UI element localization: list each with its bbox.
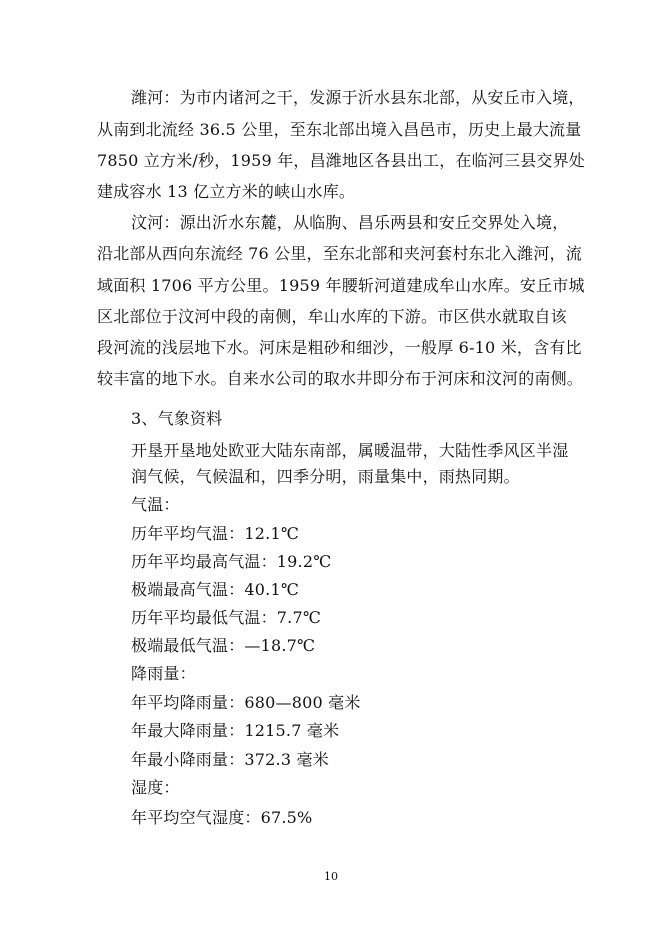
wenhe-paragraph-line-1: 汶河：源出沂水东麓，从临朐、昌乐两县和安丘交界处入境， [131, 213, 569, 232]
rainfall-max: 年最大降雨量：1215.7 毫米 [131, 721, 340, 740]
climate-intro-line-2: 润气候，气候温和，四季分明，雨量集中，雨热同期。 [131, 467, 520, 486]
wenhe-paragraph-line-3: 域面积 1706 平方公里。1959 年腰斩河道建成牟山水库。安丘市城 [97, 276, 585, 295]
weihe-paragraph-line-3: 7850 立方米/秒，1959 年，昌潍地区各县出工，在临河三县交界处 [97, 151, 586, 170]
temperature-average: 历年平均气温：12.1℃ [131, 524, 299, 543]
temperature-average-max: 历年平均最高气温：19.2℃ [131, 552, 332, 571]
humidity-heading: 湿度： [131, 778, 180, 797]
wenhe-paragraph-line-5: 段河流的浅层地下水。河床是粗砂和细沙，一般厚 6-10 米，含有比 [97, 338, 582, 357]
temperature-extreme-min: 极端最低气温：—18.7℃ [131, 636, 316, 655]
humidity-average: 年平均空气湿度：67.5% [131, 808, 313, 827]
wenhe-paragraph-line-4: 区北部位于汶河中段的南侧，牟山水库的下游。市区供水就取自该 [97, 307, 567, 326]
weihe-paragraph-line-1: 潍河：为市内诸河之干，发源于沂水县东北部，从安丘市入境， [131, 88, 585, 107]
temperature-heading: 气温： [131, 495, 180, 514]
wenhe-paragraph-line-6: 较丰富的地下水。自来水公司的取水井即分布于河床和汶河的南侧。 [97, 369, 584, 388]
rainfall-heading: 降雨量： [131, 664, 196, 683]
weihe-paragraph-line-4: 建成容水 13 亿立方米的峡山水库。 [97, 182, 356, 201]
page-number: 10 [324, 870, 338, 883]
rainfall-min: 年最小降雨量：372.3 毫米 [131, 750, 329, 769]
weihe-paragraph-line-2: 从南到北流经 36.5 公里，至东北部出境入昌邑市，历史上最大流量 [97, 120, 582, 139]
temperature-average-min: 历年平均最低气温：7.7℃ [131, 608, 321, 627]
temperature-extreme-max: 极端最高气温：40.1℃ [131, 580, 299, 599]
climate-intro-line-1: 开垦开垦地处欧亚大陆东南部，属暖温带，大陆性季风区半湿 [131, 441, 569, 460]
rainfall-average: 年平均降雨量：680—800 毫米 [131, 693, 361, 712]
climate-section-heading: 3、气象资料 [131, 409, 223, 428]
wenhe-paragraph-line-2: 沿北部从西向东流经 76 公里，至东北部和夹河套村东北入潍河，流 [97, 244, 582, 263]
